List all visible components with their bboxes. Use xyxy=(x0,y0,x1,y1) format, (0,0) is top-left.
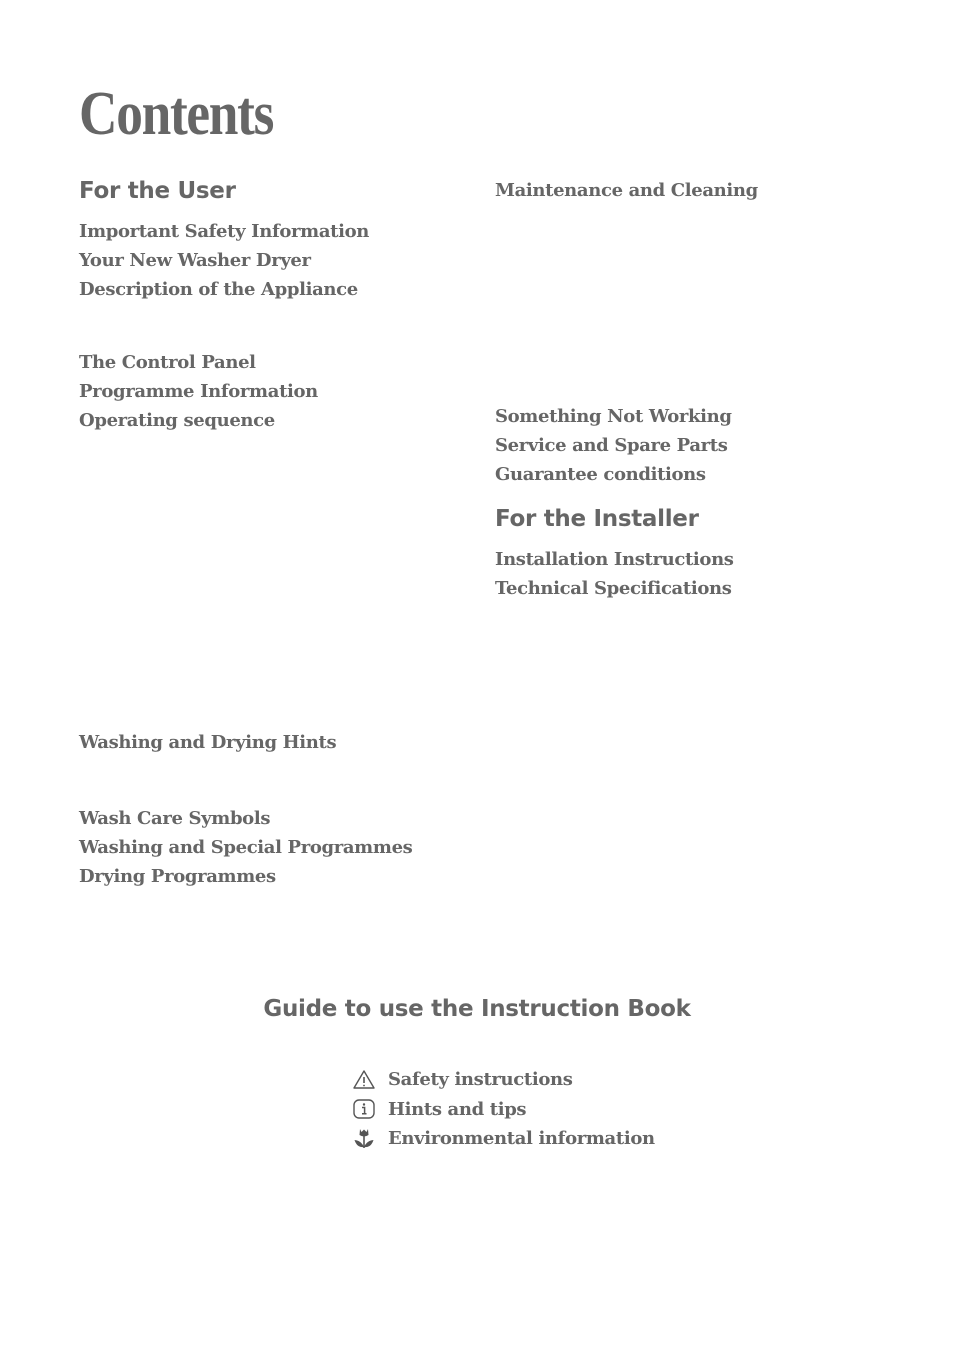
toc-item-programme-information: Programme Information xyxy=(79,381,318,402)
guide-legend xyxy=(352,1065,655,1154)
user-group-2 xyxy=(79,348,318,435)
installer-group xyxy=(495,545,734,603)
toc-item-description-of-the-appliance: Description of the Appliance xyxy=(79,279,358,300)
guide-heading: Guide to use the Instruction Book xyxy=(263,996,691,1022)
toc-item-your-new-washer-dryer: Your New Washer Dryer xyxy=(79,250,311,271)
legend-row-environment xyxy=(352,1124,655,1154)
user-group-1 xyxy=(79,217,369,304)
toc-item-washing-and-drying-hints: Washing and Drying Hints xyxy=(79,732,337,753)
toc-item-maintenance-and-cleaning: Maintenance and Cleaning xyxy=(495,180,758,201)
toc-item-washing-and-special-programmes: Washing and Special Programmes xyxy=(79,837,413,858)
toc-item-important-safety-information: Important Safety Information xyxy=(79,221,369,242)
right-group-2 xyxy=(495,402,732,489)
environment-flower-icon xyxy=(352,1127,376,1151)
page-title: Contents xyxy=(79,80,274,148)
right-group-1 xyxy=(495,176,758,205)
legend-label-safety: Safety instructions xyxy=(388,1069,573,1091)
toc-item-something-not-working: Something Not Working xyxy=(495,406,732,427)
legend-label-environment: Environmental information xyxy=(388,1128,655,1150)
legend-label-hints: Hints and tips xyxy=(388,1098,527,1120)
user-group-3 xyxy=(79,728,336,757)
info-icon xyxy=(352,1097,376,1121)
user-group-4 xyxy=(79,804,412,891)
legend-row-hints xyxy=(352,1095,655,1125)
toc-item-drying-programmes: Drying Programmes xyxy=(79,866,276,887)
toc-item-technical-specifications: Technical Specifications xyxy=(495,578,732,599)
legend-row-safety xyxy=(352,1065,655,1095)
for-the-user-heading: For the User xyxy=(79,178,236,204)
toc-item-operating-sequence: Operating sequence xyxy=(79,410,275,431)
toc-item-guarantee-conditions: Guarantee conditions xyxy=(495,464,706,485)
toc-item-the-control-panel: The Control Panel xyxy=(79,352,256,373)
toc-item-wash-care-symbols: Wash Care Symbols xyxy=(79,808,271,829)
toc-item-installation-instructions: Installation Instructions xyxy=(495,549,734,570)
for-the-installer-heading: For the Installer xyxy=(495,506,699,532)
toc-item-service-and-spare-parts: Service and Spare Parts xyxy=(495,435,728,456)
warning-triangle-icon xyxy=(352,1068,376,1092)
